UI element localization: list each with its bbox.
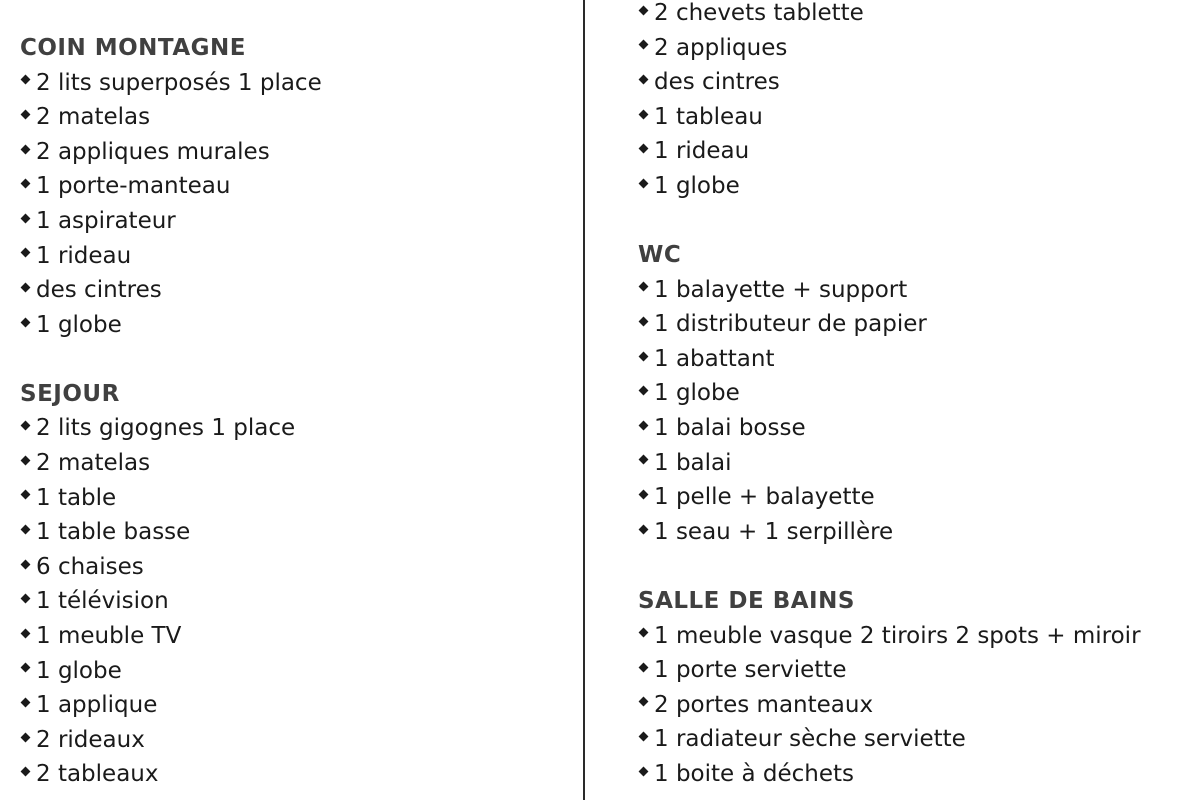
diamond-bullet-icon	[21, 75, 31, 85]
diamond-bullet-icon	[639, 317, 649, 327]
list-item	[638, 376, 1198, 411]
diamond-bullet-icon	[639, 766, 649, 776]
diamond-bullet-icon	[21, 317, 31, 327]
list-item	[638, 480, 1198, 515]
list-item-text: 1 porte-manteau	[36, 173, 231, 200]
list-item	[638, 446, 1198, 481]
diamond-bullet-icon	[639, 490, 649, 500]
list-item-text: 1 radiateur sèche serviette	[654, 726, 966, 753]
list-item	[638, 65, 1198, 100]
list-item	[20, 169, 570, 204]
list-item	[638, 0, 1198, 31]
list-item	[20, 273, 570, 308]
list-item	[638, 722, 1198, 757]
list-item	[638, 134, 1198, 169]
diamond-bullet-icon	[639, 144, 649, 154]
list-item	[20, 446, 570, 481]
list-item-text: 2 matelas	[36, 450, 151, 477]
list-item-text: 2 lits superposés 1 place	[36, 69, 322, 96]
diamond-bullet-icon	[639, 282, 649, 292]
diamond-bullet-icon	[639, 386, 649, 396]
diamond-bullet-icon	[639, 40, 649, 50]
list-item-text: 1 applique	[36, 692, 158, 719]
list-item	[20, 584, 570, 619]
list-item-text: 1 boite à déchets	[654, 760, 855, 787]
column-divider	[583, 0, 585, 800]
list-item-text: 1 balai bosse	[654, 415, 806, 442]
diamond-bullet-icon	[639, 662, 649, 672]
list-item	[638, 653, 1198, 688]
list-item-text: 1 meuble TV	[36, 623, 182, 649]
list-item	[20, 757, 570, 792]
list-item	[638, 757, 1198, 792]
section-heading: SEJOUR	[20, 380, 120, 407]
list-item-text: 6 chaises	[36, 553, 144, 580]
list-item	[20, 688, 570, 723]
diamond-bullet-icon	[21, 663, 31, 673]
list-item	[20, 239, 570, 274]
diamond-bullet-icon	[639, 420, 649, 430]
list-item-text: 2 appliques murales	[36, 138, 270, 165]
list-item	[638, 169, 1198, 204]
list-item	[20, 654, 570, 689]
list-item	[638, 411, 1198, 446]
list-item-text: 1 rideau	[654, 138, 750, 165]
list-item	[20, 411, 570, 446]
list-item	[20, 66, 570, 101]
diamond-bullet-icon	[639, 697, 649, 707]
list-item-text: 1 rideau	[36, 242, 132, 269]
diamond-bullet-icon	[21, 110, 31, 120]
list-item	[638, 307, 1198, 342]
diamond-bullet-icon	[639, 351, 649, 361]
section-heading: COIN MONTAGNE	[20, 35, 246, 61]
diamond-bullet-icon	[21, 525, 31, 535]
diamond-bullet-icon	[639, 455, 649, 465]
list-item	[638, 688, 1198, 723]
section-continued	[638, 0, 1198, 204]
section-heading: SALLE DE BAINS	[638, 587, 855, 614]
left-column	[20, 31, 570, 800]
list-item-text: 2 lits gigognes 1 place	[36, 415, 296, 442]
list-item-text: 2 chevets tablette	[654, 0, 864, 26]
section-salle-de-bains	[638, 584, 1198, 792]
diamond-bullet-icon	[21, 421, 31, 431]
list-item	[638, 619, 1198, 654]
list-item	[638, 273, 1198, 308]
list-item	[638, 342, 1198, 377]
list-item	[20, 723, 570, 758]
list-item-text: 1 balai	[654, 449, 732, 476]
diamond-bullet-icon	[639, 524, 649, 534]
diamond-bullet-icon	[21, 594, 31, 604]
list-item-text: 2 portes manteaux	[654, 691, 874, 718]
diamond-bullet-icon	[21, 767, 31, 777]
list-item	[20, 100, 570, 135]
diamond-bullet-icon	[639, 109, 649, 119]
list-item-text: 2 tableaux	[36, 761, 159, 788]
list-item-text: 1 balayette + support	[654, 276, 908, 303]
list-item	[20, 619, 570, 654]
list-item-text: 2 rideaux	[36, 726, 145, 753]
list-item-text: 1 abattant	[654, 345, 775, 372]
list-item-text: des cintres	[654, 69, 780, 96]
section-sejour	[20, 377, 570, 792]
right-column	[638, 0, 1198, 800]
list-item-text: 1 aspirateur	[36, 207, 176, 234]
diamond-bullet-icon	[21, 179, 31, 189]
list-item	[20, 515, 570, 550]
list-item-text: 1 pelle + balayette	[654, 484, 875, 511]
diamond-bullet-icon	[21, 628, 31, 638]
section-heading: WC	[638, 242, 682, 269]
list-item	[20, 135, 570, 170]
diamond-bullet-icon	[21, 283, 31, 293]
diamond-bullet-icon	[21, 490, 31, 500]
list-item-text: 2 appliques	[654, 34, 788, 61]
list-item-text: 1 tableau	[654, 103, 763, 130]
diamond-bullet-icon	[21, 732, 31, 742]
list-item	[638, 515, 1198, 550]
list-item	[20, 308, 570, 343]
list-item-text: 1 seau + 1 serpillère	[654, 518, 894, 545]
list-item	[638, 100, 1198, 135]
diamond-bullet-icon	[21, 144, 31, 154]
diamond-bullet-icon	[21, 213, 31, 223]
list-item-text: 2 matelas	[36, 104, 151, 131]
section-coin-montagne	[20, 31, 570, 342]
list-item	[20, 204, 570, 239]
diamond-bullet-icon	[639, 75, 649, 85]
list-item-text: 1 table	[36, 484, 117, 511]
list-item	[20, 550, 570, 585]
list-item-text: des cintres	[36, 277, 162, 304]
list-item-text: 1 globe	[654, 172, 740, 199]
diamond-bullet-icon	[639, 628, 649, 638]
list-item-text: 1 télévision	[36, 588, 169, 615]
diamond-bullet-icon	[639, 732, 649, 742]
diamond-bullet-icon	[21, 248, 31, 258]
list-item-text: 1 globe	[36, 657, 122, 684]
list-item-text: 1 distributeur de papier	[654, 311, 927, 338]
diamond-bullet-icon	[21, 559, 31, 569]
diamond-bullet-icon	[639, 5, 649, 15]
list-item-text: 1 porte serviette	[654, 657, 847, 684]
list-item-text: 1 globe	[654, 380, 740, 407]
diamond-bullet-icon	[21, 698, 31, 708]
list-item-text: 1 table basse	[36, 519, 191, 546]
diamond-bullet-icon	[21, 455, 31, 465]
list-item-text: 1 globe	[36, 311, 122, 338]
list-item-text: 1 meuble vasque 2 tiroirs 2 spots + miroir	[654, 622, 1141, 649]
list-item	[20, 481, 570, 516]
diamond-bullet-icon	[639, 178, 649, 188]
list-item	[638, 31, 1198, 66]
section-wc	[638, 238, 1198, 549]
